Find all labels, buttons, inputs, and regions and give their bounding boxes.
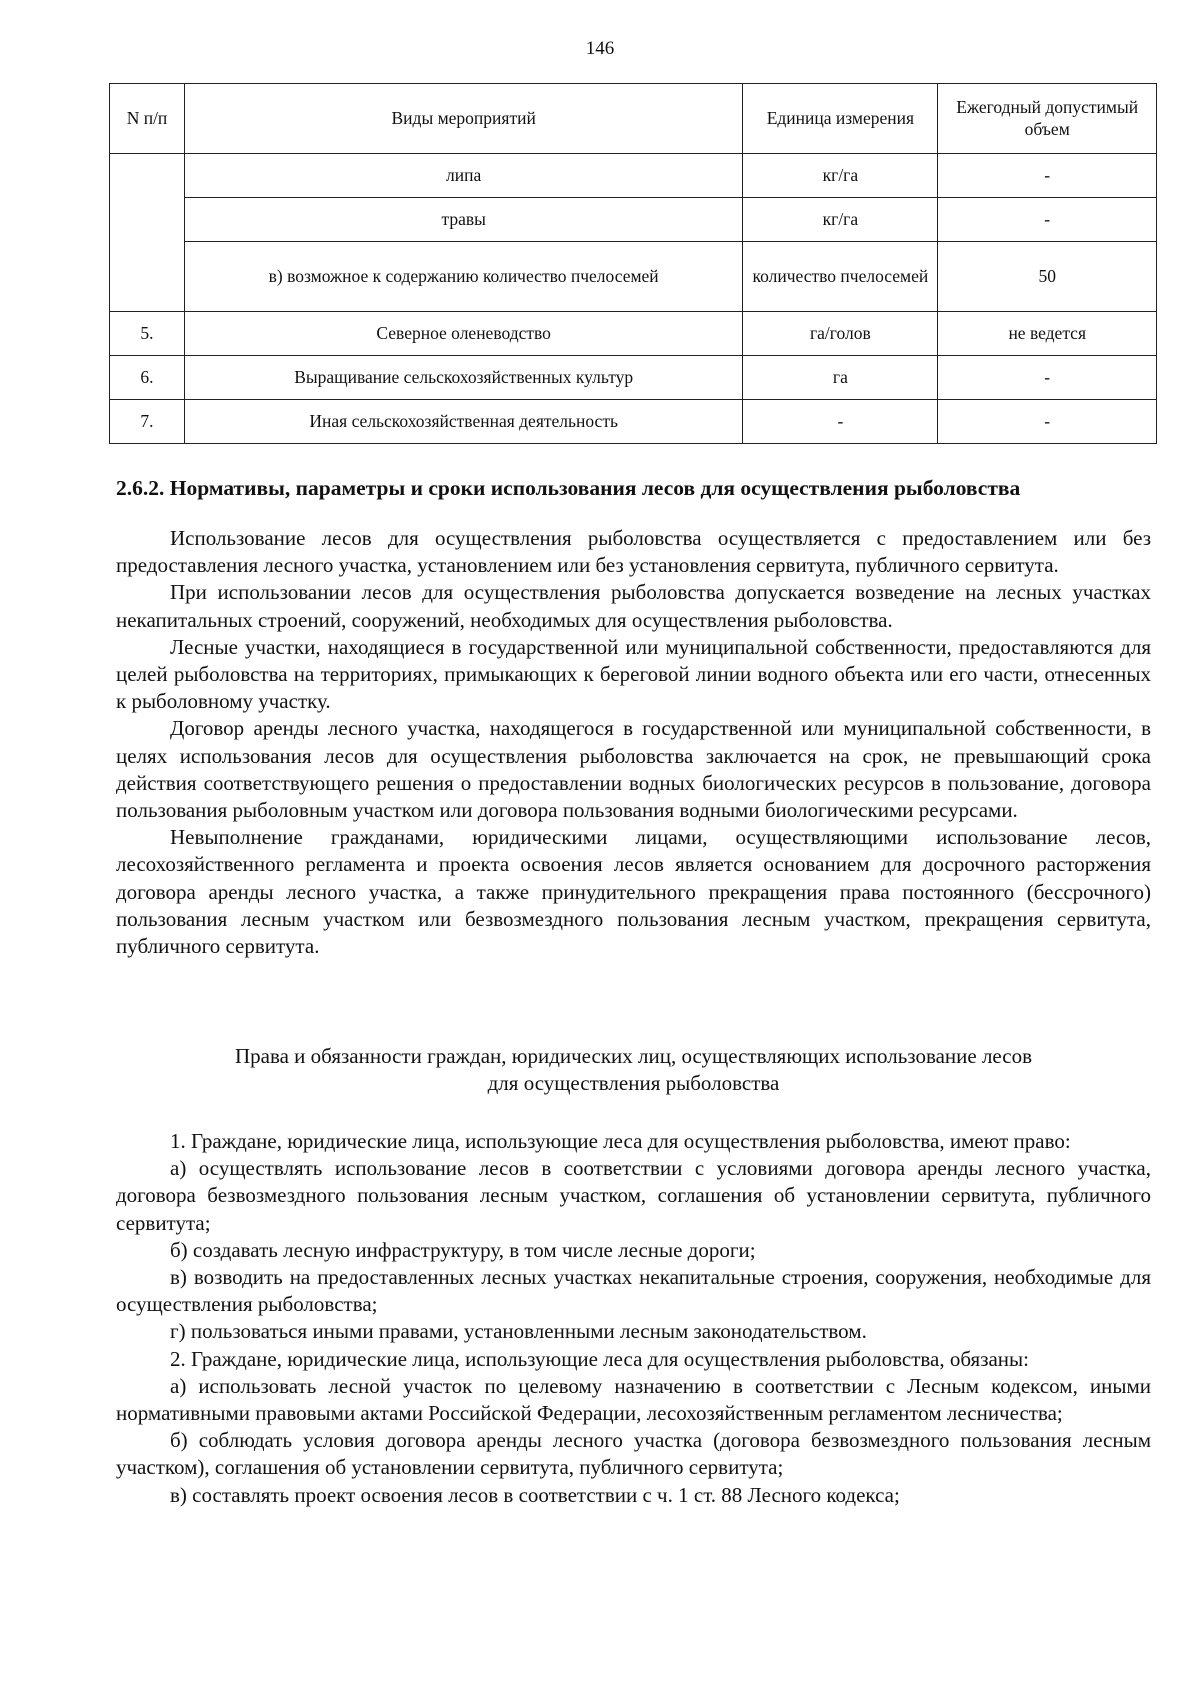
- cell-unit: количество пчелосемей: [743, 242, 938, 312]
- cell-num: 7.: [110, 400, 185, 444]
- subheading-line: для осуществления рыболовства: [487, 1071, 780, 1096]
- cell-volume: не ведется: [938, 312, 1157, 356]
- table-row: [110, 400, 1157, 444]
- header-unit: Единица измерения: [743, 84, 938, 154]
- cell-num: 6.: [110, 356, 185, 400]
- cell-volume: -: [938, 356, 1157, 400]
- main-text-block: [116, 525, 1151, 960]
- rights-subheading: [116, 1043, 1151, 1097]
- table-row: [110, 242, 1157, 312]
- list-item: 2. Граждане, юридические лица, использующие леса для осуществления рыболовства, обязаны:: [170, 1346, 1029, 1371]
- cell-unit: га: [743, 356, 938, 400]
- cell-volume: -: [938, 198, 1157, 242]
- cell-kind: травы: [184, 198, 742, 242]
- header-kind: Виды мероприятий: [184, 84, 742, 154]
- table-row: [110, 198, 1157, 242]
- cell-unit: га/голов: [743, 312, 938, 356]
- list-item: в) возводить на предоставленных лесных участках некапитальные строения, сооружения, необходимые для осуществления рыболовства;: [116, 1265, 1151, 1317]
- paragraph: При использовании лесов для осуществления рыболовства допускается возведение на лесных участках некапитальных строений, сооружений, необходимых для осуществления рыболовства.: [116, 580, 1151, 632]
- table-header-row: [110, 84, 1157, 154]
- table-row: [110, 312, 1157, 356]
- paragraph: Лесные участки, находящиеся в государственной или муниципальной собственности, предоставляются для целей рыболовства на территориях, примыкающих к береговой линии водного объекта или его части, отнесенных к рыболовному участку.: [116, 634, 1151, 714]
- paragraph: Невыполнение гражданами, юридическими лицами, осуществляющими использование лесов, лесохозяйственного регламента и проекта освоения лесов является основанием для досрочного расторжения договора аренды лесного участка, а также принудительного прекращения права постоянного (бессрочного) пользования лесным участком или безвозмездного пользования лесным участком, прекращения сервитута, публичного сервитута.: [116, 825, 1151, 959]
- cell-unit: -: [743, 400, 938, 444]
- header-num: N п/п: [110, 84, 185, 154]
- list-item: а) использовать лесной участок по целевому назначению в соответствии с Лесным кодексом, иными нормативными правовыми актами Российской Федерации, лесохозяйственным регламентом лесничества;: [116, 1373, 1151, 1426]
- list-item: 1. Граждане, юридические лица, использующие леса для осуществления рыболовства, имеют право:: [170, 1129, 1071, 1153]
- table-row: [110, 154, 1157, 198]
- cell-volume: 50: [938, 242, 1157, 312]
- page-number: 146: [585, 38, 615, 59]
- cell-num: 5.: [110, 312, 185, 356]
- cell-kind: Выращивание сельскохозяйственных культур: [184, 356, 742, 400]
- table-row: [110, 356, 1157, 400]
- header-volume: Ежегодный допустимый объем: [938, 84, 1157, 154]
- subheading-line: Права и обязанности граждан, юридических лиц, осуществляющих использование лесов: [234, 1044, 1033, 1068]
- list-item: в) составлять проект освоения лесов в соответствии с ч. 1 ст. 88 Лесного кодекса;: [170, 1482, 900, 1507]
- list-item: б) соблюдать условия договора аренды лесного участка (договора безвозмездного пользования лесным участком), соглашения об установлении сервитута, публичного сервитута;: [116, 1428, 1151, 1480]
- list-item: а) осуществлять использование лесов в соответствии с условиями договора аренды лесного участка, договора безвозмездного пользования лесным участком, соглашения об установлении сервитута, публичного сервитута;: [116, 1156, 1151, 1235]
- list-item: г) пользоваться иными правами, установленными лесным законодательством.: [170, 1319, 867, 1344]
- cell-kind: липа: [184, 154, 742, 198]
- list-item: б) создавать лесную инфраструктуру, в том числе лесные дороги;: [170, 1237, 756, 1262]
- cell-unit: кг/га: [743, 198, 938, 242]
- merged-num-cell: [110, 154, 185, 312]
- cell-volume: -: [938, 400, 1157, 444]
- section-heading: 2.6.2. Нормативы, параметры и сроки использования лесов для осуществления рыболовства: [116, 476, 1021, 500]
- cell-kind: Северное оленеводство: [184, 312, 742, 356]
- cell-unit: кг/га: [743, 154, 938, 198]
- paragraph: Договор аренды лесного участка, находящегося в государственной или муниципальной собственности, в целях использования лесов для осуществления рыболовства заключается на срок, не превышающий срока действия соответствующего решения о предоставлении водных биологических ресурсов в пользование, договора пользования рыболовным участком или договора пользования водными биологическими ресурсами.: [116, 716, 1151, 823]
- cell-kind: в) возможное к содержанию количество пчелосемей: [184, 242, 742, 312]
- rights-text-block: [116, 1128, 1151, 1509]
- cell-kind: Иная сельскохозяйственная деятельность: [184, 400, 742, 444]
- paragraph: Использование лесов для осуществления рыболовства осуществляется с предоставлением или без предоставления лесного участка, установлением или без установления сервитута, публичного сервитута.: [116, 526, 1151, 578]
- cell-volume: -: [938, 154, 1157, 198]
- activities-table: [109, 83, 1157, 444]
